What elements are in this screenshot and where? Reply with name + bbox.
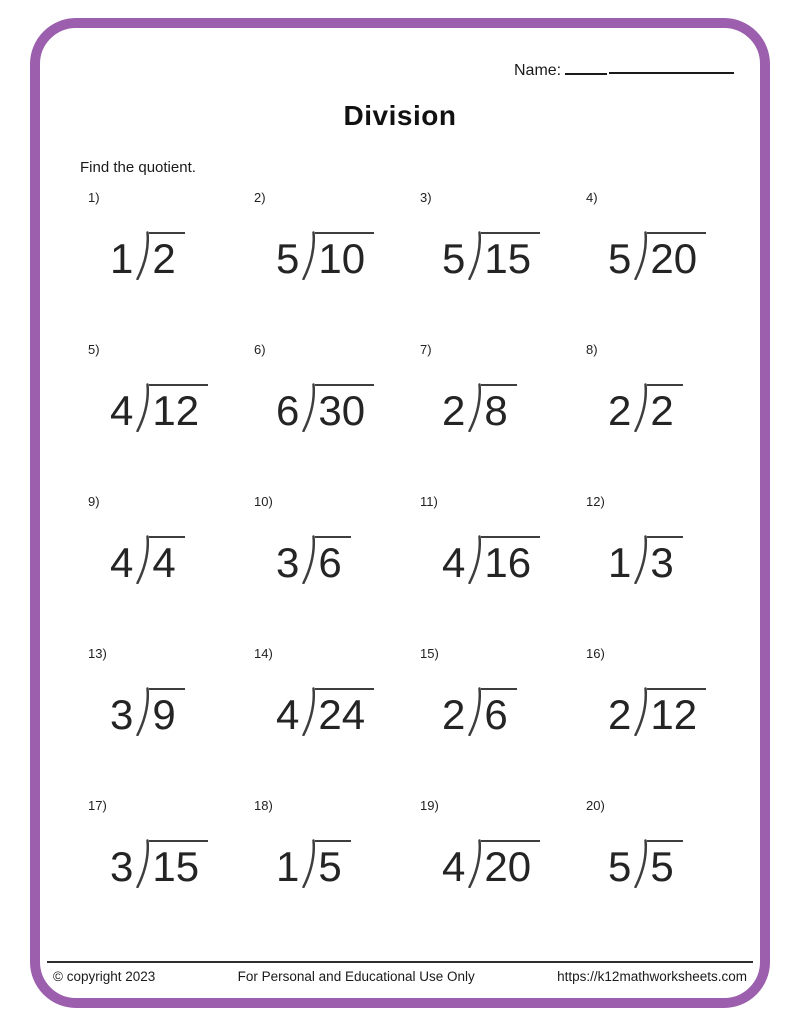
division-problem <box>442 535 584 584</box>
divisor: 2 <box>608 691 632 738</box>
problem-cell <box>418 190 584 342</box>
division-problem <box>276 687 418 736</box>
division-problem <box>442 383 584 432</box>
divisor: 4 <box>442 539 466 586</box>
dividend: 3 <box>647 536 682 584</box>
divisor: 3 <box>110 843 134 890</box>
problem-number: 20) <box>586 798 605 813</box>
footer-usage-note: For Personal and Educational Use Only <box>237 969 475 984</box>
division-bracket <box>632 231 647 280</box>
divisor: 5 <box>608 843 632 890</box>
division-problem <box>276 383 418 432</box>
division-bracket <box>300 839 315 888</box>
divisor: 1 <box>608 539 632 586</box>
division-problem <box>608 687 750 736</box>
problem-number: 10) <box>254 494 273 509</box>
footer <box>47 969 753 984</box>
dividend: 2 <box>647 384 682 432</box>
divisor: 4 <box>442 843 466 890</box>
division-problem <box>110 231 252 280</box>
dividend: 15 <box>481 232 540 280</box>
problem-number: 7) <box>420 342 432 357</box>
instruction-text: Find the quotient. <box>80 159 196 176</box>
division-bracket <box>134 535 149 584</box>
dividend: 5 <box>315 840 350 888</box>
division-problem <box>608 231 750 280</box>
division-bracket <box>466 383 481 432</box>
name-label: Name: <box>514 62 562 79</box>
dividend: 15 <box>149 840 208 888</box>
problem-cell <box>584 798 750 950</box>
division-problem <box>442 231 584 280</box>
division-bracket <box>300 687 315 736</box>
dividend: 6 <box>315 536 350 584</box>
dividend: 6 <box>481 688 516 736</box>
division-problem <box>442 687 584 736</box>
problem-cell <box>86 190 252 342</box>
dividend: 8 <box>481 384 516 432</box>
divisor: 5 <box>608 235 632 282</box>
problem-cell <box>252 342 418 494</box>
dividend: 20 <box>481 840 540 888</box>
problem-number: 2) <box>254 190 266 205</box>
dividend: 5 <box>647 840 682 888</box>
division-problem <box>110 839 252 888</box>
dividend: 24 <box>315 688 374 736</box>
problem-cell <box>86 798 252 950</box>
page-title: Division <box>343 100 457 131</box>
division-bracket <box>632 535 647 584</box>
problem-cell <box>86 342 252 494</box>
division-problem <box>276 839 418 888</box>
divisor: 3 <box>276 539 300 586</box>
problem-cell <box>418 342 584 494</box>
division-problem <box>442 839 584 888</box>
dividend: 12 <box>647 688 706 736</box>
division-problem <box>608 535 750 584</box>
problem-number: 11) <box>420 494 438 509</box>
divisor: 4 <box>110 387 134 434</box>
problem-number: 8) <box>586 342 598 357</box>
name-row <box>514 59 734 80</box>
division-problem <box>608 383 750 432</box>
divisor: 2 <box>442 691 466 738</box>
problem-cell <box>418 494 584 646</box>
problem-number: 9) <box>88 494 100 509</box>
problems-grid <box>86 190 750 950</box>
division-problem <box>110 687 252 736</box>
problem-number: 5) <box>88 342 100 357</box>
division-problem <box>608 839 750 888</box>
division-bracket <box>134 231 149 280</box>
divisor: 1 <box>110 235 134 282</box>
problem-cell <box>252 190 418 342</box>
division-bracket <box>300 535 315 584</box>
division-problem <box>276 231 418 280</box>
footer-divider <box>47 961 753 963</box>
divisor: 5 <box>442 235 466 282</box>
problem-number: 12) <box>586 494 605 509</box>
problem-cell <box>418 646 584 798</box>
dividend: 4 <box>149 536 184 584</box>
problem-cell <box>418 798 584 950</box>
division-bracket <box>134 687 149 736</box>
name-blank-line <box>565 59 607 75</box>
problem-cell <box>86 646 252 798</box>
footer-url: https://k12mathworksheets.com <box>557 969 747 984</box>
division-bracket <box>632 383 647 432</box>
problem-number: 15) <box>420 646 439 661</box>
problem-number: 14) <box>254 646 273 661</box>
divisor: 2 <box>442 387 466 434</box>
dividend: 9 <box>149 688 184 736</box>
problem-cell <box>252 494 418 646</box>
divisor: 2 <box>608 387 632 434</box>
problem-cell <box>584 342 750 494</box>
dividend: 12 <box>149 384 208 432</box>
division-bracket <box>300 383 315 432</box>
problem-cell <box>252 646 418 798</box>
problem-cell <box>86 494 252 646</box>
division-bracket <box>466 687 481 736</box>
division-problem <box>276 535 418 584</box>
problem-number: 4) <box>586 190 598 205</box>
division-bracket <box>632 839 647 888</box>
problem-cell <box>252 798 418 950</box>
dividend: 16 <box>481 536 540 584</box>
problem-number: 1) <box>88 190 100 205</box>
division-bracket <box>466 231 481 280</box>
problem-number: 6) <box>254 342 266 357</box>
division-bracket <box>466 535 481 584</box>
problem-number: 19) <box>420 798 439 813</box>
divisor: 4 <box>276 691 300 738</box>
dividend: 2 <box>149 232 184 280</box>
division-bracket <box>134 383 149 432</box>
divisor: 5 <box>276 235 300 282</box>
problem-number: 3) <box>420 190 432 205</box>
problem-cell <box>584 190 750 342</box>
divisor: 4 <box>110 539 134 586</box>
dividend: 20 <box>647 232 706 280</box>
problem-number: 17) <box>88 798 107 813</box>
problem-number: 18) <box>254 798 273 813</box>
division-bracket <box>466 839 481 888</box>
problem-cell <box>584 646 750 798</box>
problem-cell <box>584 494 750 646</box>
division-problem <box>110 535 252 584</box>
division-bracket <box>632 687 647 736</box>
division-bracket <box>300 231 315 280</box>
problem-number: 13) <box>88 646 107 661</box>
division-bracket <box>134 839 149 888</box>
division-problem <box>110 383 252 432</box>
name-blank-line <box>609 58 734 74</box>
divisor: 3 <box>110 691 134 738</box>
divisor: 6 <box>276 387 300 434</box>
dividend: 30 <box>315 384 374 432</box>
problem-number: 16) <box>586 646 605 661</box>
divisor: 1 <box>276 843 300 890</box>
footer-copyright: © copyright 2023 <box>53 969 156 984</box>
dividend: 10 <box>315 232 374 280</box>
